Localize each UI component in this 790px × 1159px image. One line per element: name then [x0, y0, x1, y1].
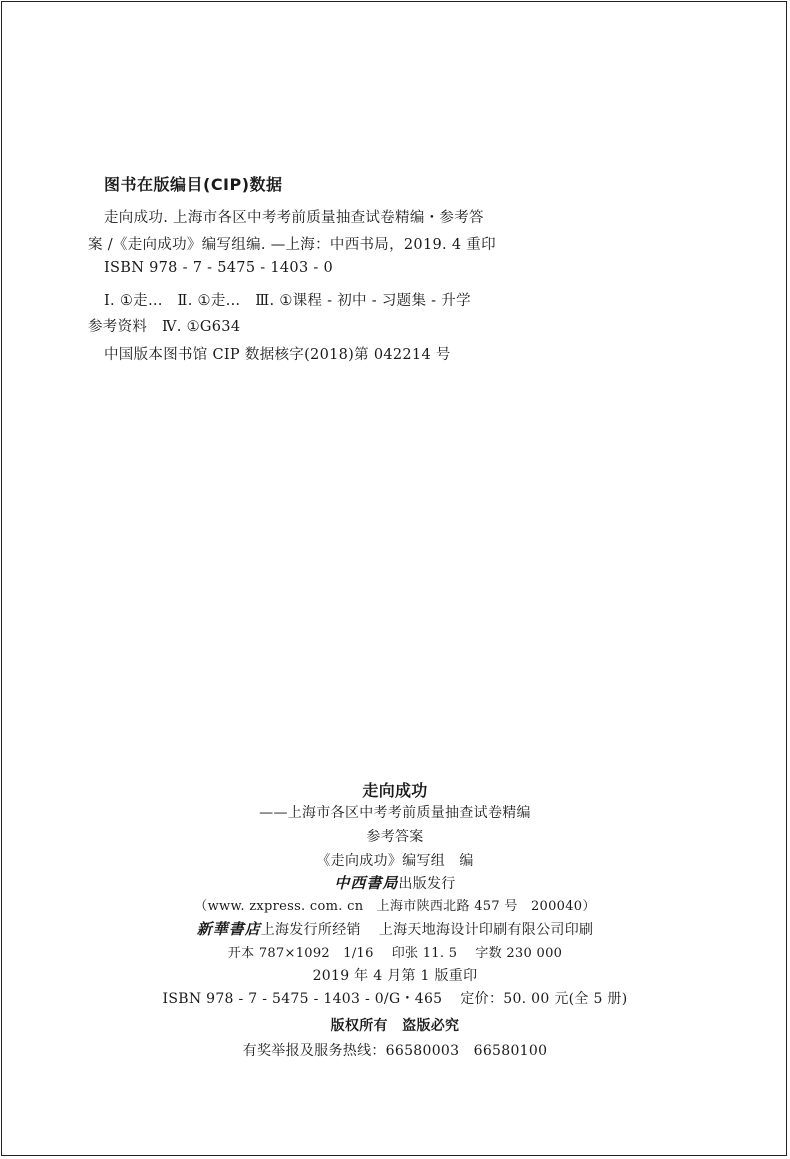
- distribution-printing-line: [197, 918, 594, 939]
- cip-subject-line-2: 参考资料 Ⅳ. ①G634: [88, 319, 241, 335]
- printer: 上海天地海设计印刷有限公司印刷: [378, 922, 594, 938]
- cip-subject-line-1: Ⅰ. ①走… Ⅱ. ①走… Ⅲ. ①课程 - 初中 - 习题集 - 升学: [104, 293, 471, 309]
- cip-entry-line-2: 案 /《走向成功》编写组编. —上海：中西书局，2019. 4 重印: [88, 237, 496, 253]
- printed-sheets: 印张 11. 5: [391, 946, 458, 961]
- distributor-logo: 新華書店: [196, 920, 261, 938]
- copyright-notice: 版权所有 盗版必究: [330, 1018, 460, 1034]
- book-title: 走向成功: [362, 781, 428, 800]
- publisher-suffix: 出版发行: [398, 876, 456, 892]
- cip-isbn: ISBN 978 - 7 - 5475 - 1403 - 0: [104, 260, 334, 276]
- publisher-line: [334, 872, 455, 893]
- report-hotline: 有奖举报及服务热线：66580003 66580100: [242, 1043, 548, 1059]
- book-format: 开本 787×1092 1/16: [227, 946, 374, 961]
- book-editor: 《走向成功》编写组 编: [316, 853, 474, 869]
- word-count: 字数 230 000: [475, 946, 563, 961]
- isbn-price-line: [163, 988, 628, 1008]
- distributor-suffix: 上海发行所经销: [260, 922, 361, 938]
- format-line: [228, 942, 562, 961]
- book-volume: 参考答案: [366, 829, 424, 845]
- price: 定价：50. 00 元(全 5 册): [460, 991, 628, 1007]
- book-subtitle: ——上海市各区中考考前质量抽查试卷精编: [259, 805, 531, 821]
- publisher-logo: 中西書局: [334, 874, 399, 892]
- cip-entry-line-1: 走向成功. 上海市各区中考考前质量抽查试卷精编・参考答: [104, 210, 484, 226]
- edition-info: 2019 年 4 月第 1 版重印: [312, 968, 478, 984]
- isbn-full: ISBN 978 - 7 - 5475 - 1403 - 0/G・465: [162, 991, 443, 1007]
- cip-record-number: 中国版本图书馆 CIP 数据核字(2018)第 042214 号: [104, 347, 451, 363]
- cip-heading: 图书在版编目(CIP)数据: [104, 175, 283, 194]
- publisher-address: （www. zxpress. com. cn 上海市陕西北路 457 号 200040）: [194, 899, 596, 914]
